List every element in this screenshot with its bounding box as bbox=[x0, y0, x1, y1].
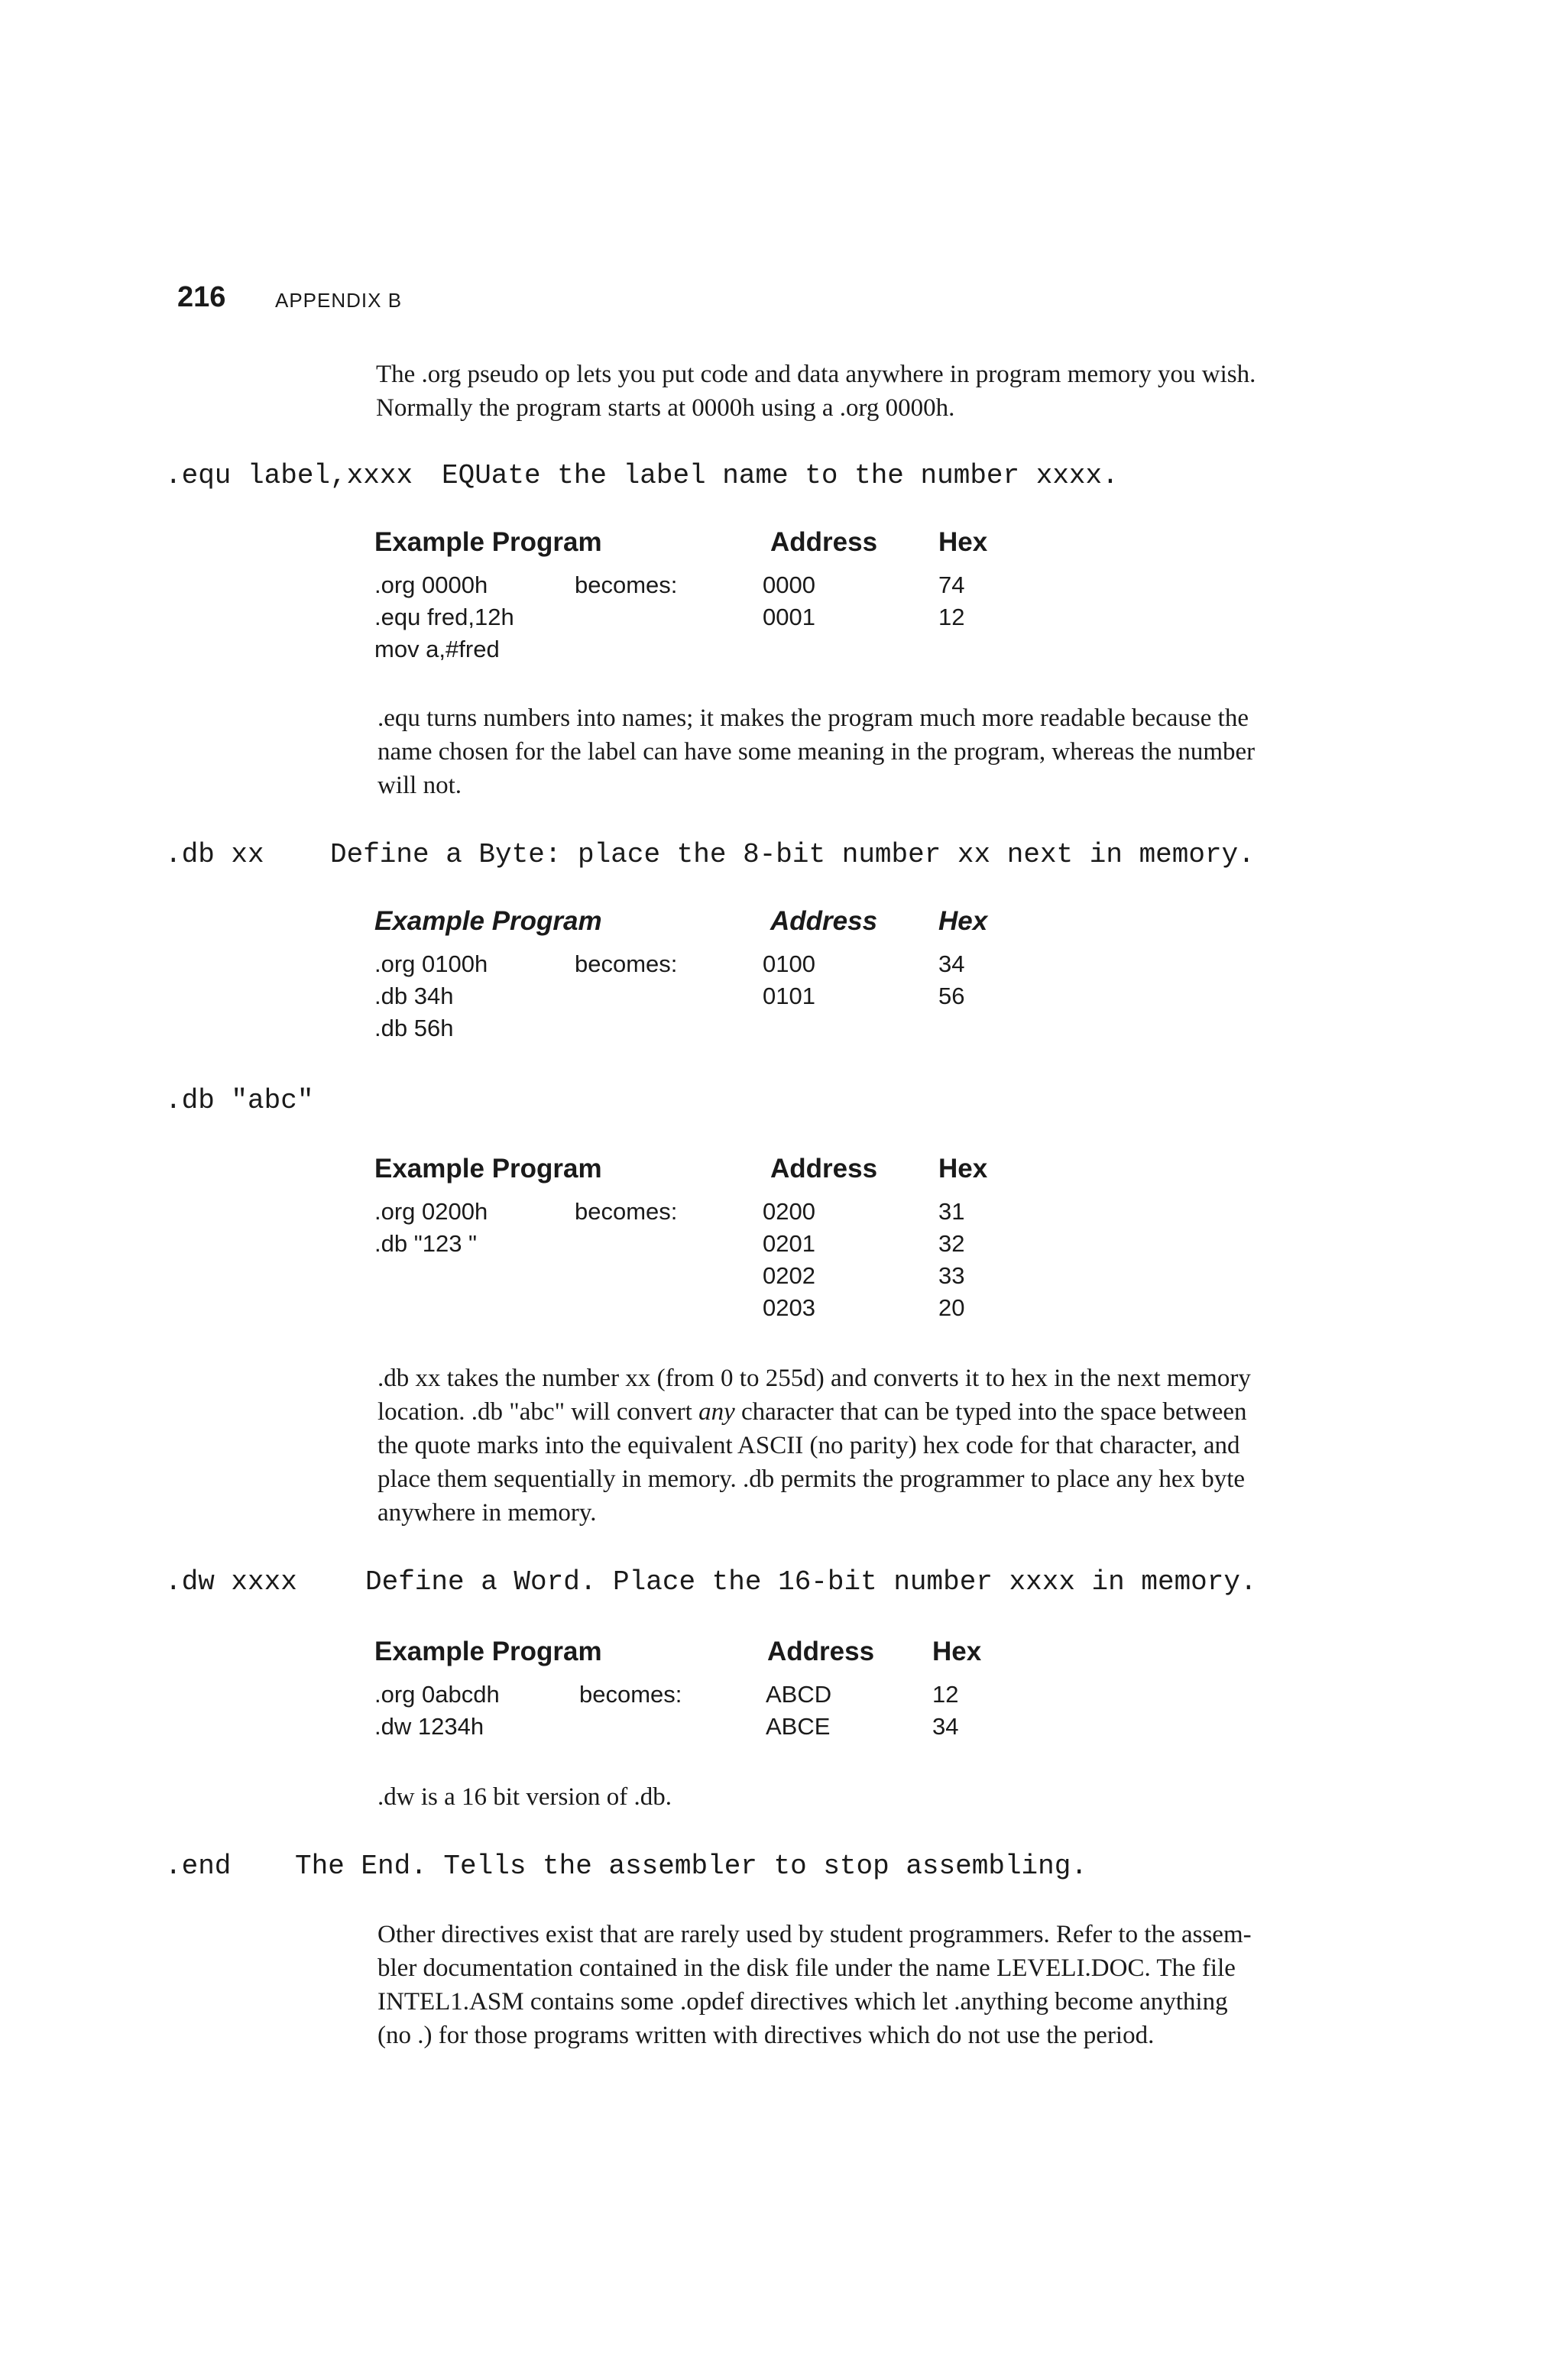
hex-cell: 56 bbox=[938, 983, 965, 1009]
program-line: .dw 1234h bbox=[374, 1713, 484, 1740]
section-title: APPENDIX B bbox=[275, 289, 403, 312]
becomes-label: becomes: bbox=[575, 572, 678, 598]
equ-note-line: name chosen for the label can have some meaning in the program, whereas the number bbox=[377, 738, 1256, 766]
program-line: .org 0abcdh bbox=[374, 1681, 500, 1708]
program-line: .equ fred,12h bbox=[374, 604, 514, 630]
closing-line: INTEL1.ASM contains some .opdef directives which let .anything become anything bbox=[377, 1988, 1228, 2016]
program-line: .org 0200h bbox=[374, 1198, 488, 1225]
hex-cell: 34 bbox=[938, 950, 965, 977]
address-cell: ABCE bbox=[766, 1713, 831, 1740]
header-hex: Hex bbox=[932, 1637, 982, 1666]
header-address: Address bbox=[770, 1154, 878, 1184]
db-example-table bbox=[374, 906, 1062, 1051]
hex-cell: 20 bbox=[938, 1294, 965, 1321]
directive-end-name: .end bbox=[165, 1851, 232, 1882]
hex-cell: 31 bbox=[938, 1198, 965, 1225]
directive-db-string-name: .db "abc" bbox=[165, 1085, 314, 1116]
db-note-line: anywhere in memory. bbox=[377, 1499, 597, 1527]
address-cell: 0000 bbox=[763, 572, 815, 598]
address-cell: 0200 bbox=[763, 1198, 815, 1225]
page-number: 216 bbox=[177, 281, 226, 313]
equ-note bbox=[377, 701, 1432, 802]
closing-line: bler documentation contained in the disk file under the name LEVELI.DOC. The file bbox=[377, 1954, 1236, 1982]
db-note-text: location. .db "abc" will convert bbox=[377, 1398, 699, 1426]
header-address: Address bbox=[770, 906, 878, 936]
program-line: .org 0100h bbox=[374, 950, 488, 977]
intro-paragraph bbox=[376, 358, 1431, 425]
becomes-label: becomes: bbox=[575, 950, 678, 977]
intro-line: The .org pseudo op lets you put code and data anywhere in program memory you wish. bbox=[376, 361, 1256, 388]
db-note-emphasis: any bbox=[698, 1398, 735, 1426]
address-cell: 0201 bbox=[763, 1230, 815, 1257]
address-cell: 0101 bbox=[763, 983, 815, 1009]
program-line: .db 34h bbox=[374, 983, 454, 1009]
closing-line: (no .) for those programs written with directives which do not use the period. bbox=[377, 2022, 1155, 2049]
equ-note-line: .equ turns numbers into names; it makes the program much more readable because the bbox=[377, 704, 1249, 732]
equ-example-table bbox=[374, 527, 1062, 672]
header-hex: Hex bbox=[938, 906, 988, 936]
program-line: mov a,#fred bbox=[374, 636, 500, 662]
dw-example-table bbox=[374, 1637, 1062, 1751]
db-note-line: place them sequentially in memory. .db permits the programmer to place any hex byte bbox=[377, 1465, 1246, 1493]
hex-cell: 34 bbox=[932, 1713, 959, 1740]
address-cell: 0001 bbox=[763, 604, 815, 630]
db-note-line: .db xx takes the number xx (from 0 to 255d) and converts it to hex in the next memory bbox=[377, 1365, 1251, 1392]
hex-cell: 12 bbox=[932, 1681, 959, 1708]
header-example-program: Example Program bbox=[374, 1154, 602, 1184]
directive-db-name: .db xx bbox=[165, 839, 264, 870]
dw-note: .dw is a 16 bit version of .db. bbox=[377, 1783, 672, 1811]
directive-db-desc: Define a Byte: place the 8-bit number xx next in memory. bbox=[330, 839, 1255, 870]
header-example-program: Example Program bbox=[374, 906, 602, 936]
hex-cell: 32 bbox=[938, 1230, 965, 1257]
address-cell: ABCD bbox=[766, 1681, 832, 1708]
header-hex: Hex bbox=[938, 1154, 988, 1184]
becomes-label: becomes: bbox=[575, 1198, 678, 1225]
becomes-label: becomes: bbox=[579, 1681, 682, 1708]
hex-cell: 74 bbox=[938, 572, 965, 598]
address-cell: 0100 bbox=[763, 950, 815, 977]
header-example-program: Example Program bbox=[374, 1637, 602, 1666]
directive-end-desc: The End. Tells the assembler to stop assembling. bbox=[295, 1851, 1087, 1882]
intro-line: Normally the program starts at 0000h using a .org 0000h. bbox=[376, 394, 955, 422]
header-address: Address bbox=[770, 527, 878, 557]
db-note-text: character that can be typed into the space between bbox=[734, 1398, 1247, 1426]
program-line: .db "123 " bbox=[374, 1230, 478, 1257]
hex-cell: 33 bbox=[938, 1262, 965, 1289]
closing-line: Other directives exist that are rarely used by student programmers. Refer to the assem- bbox=[377, 1921, 1252, 1948]
address-cell: 0203 bbox=[763, 1294, 815, 1321]
closing-paragraph bbox=[377, 1918, 1432, 2052]
program-line: .db 56h bbox=[374, 1015, 454, 1041]
directive-equ-desc: EQUate the label name to the number xxxx. bbox=[442, 460, 1119, 491]
db-note bbox=[377, 1362, 1432, 1530]
db-note-line bbox=[377, 1395, 1432, 1429]
header-example-program: Example Program bbox=[374, 527, 602, 557]
directive-equ-name: .equ label,xxxx bbox=[165, 460, 413, 491]
address-cell: 0202 bbox=[763, 1262, 815, 1289]
hex-cell: 12 bbox=[938, 604, 965, 630]
equ-note-line: will not. bbox=[377, 772, 462, 799]
directive-dw-desc: Define a Word. Place the 16-bit number xxxx in memory. bbox=[365, 1566, 1257, 1598]
directive-dw-name: .dw xxxx bbox=[165, 1566, 297, 1598]
db-note-line: the quote marks into the equivalent ASCII (no parity) hex code for that character, and bbox=[377, 1432, 1240, 1459]
header-address: Address bbox=[767, 1637, 875, 1666]
header-hex: Hex bbox=[938, 527, 988, 557]
program-line: .org 0000h bbox=[374, 572, 488, 598]
db-string-example-table bbox=[374, 1154, 1062, 1337]
